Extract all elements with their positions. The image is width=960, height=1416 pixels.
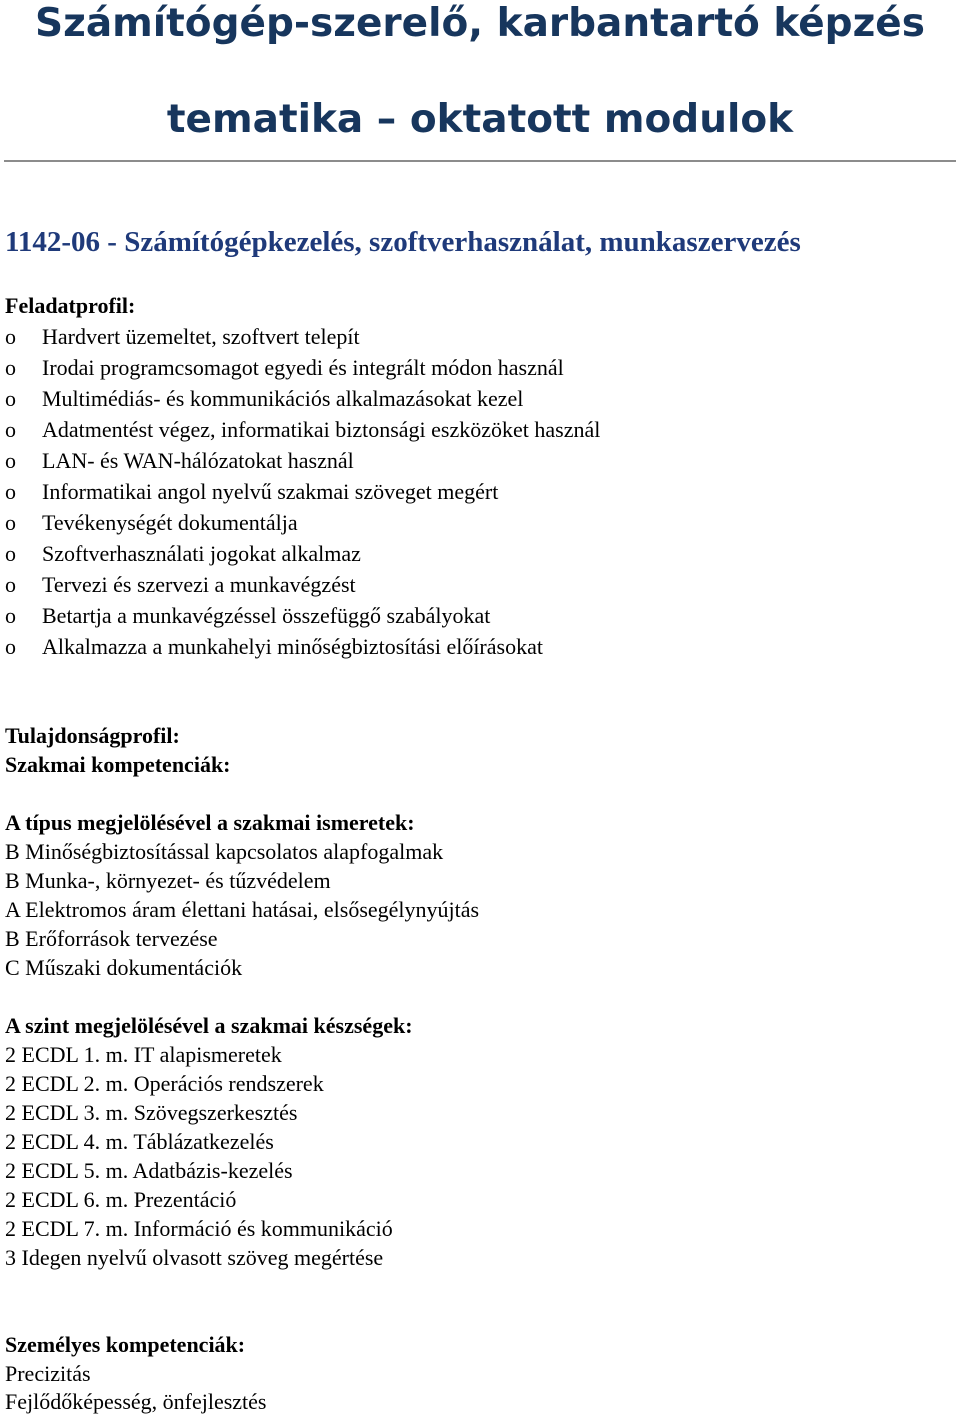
keszsegek-label: A szint megjelölésével a szakmai készségek: xyxy=(5,1013,413,1038)
list-item xyxy=(5,509,298,537)
bullet-marker: o xyxy=(5,541,16,566)
list-item: Fejlődőképesség, önfejlesztés xyxy=(5,1389,267,1414)
bullet-marker: o xyxy=(5,417,16,442)
list-item: 2 ECDL 1. m. IT alapismeretek xyxy=(5,1042,282,1067)
list-item: 2 ECDL 3. m. Szövegszerkesztés xyxy=(5,1100,298,1125)
list-item-text: Multimédiás- és kommunikációs alkalmazásokat kezel xyxy=(42,386,524,411)
list-item: 3 Idegen nyelvű olvasott szöveg megértése xyxy=(5,1245,384,1270)
list-item-text: Tevékenységét dokumentálja xyxy=(42,510,298,535)
list-item-text: Szoftverhasználati jogokat alkalmaz xyxy=(42,541,361,566)
bullet-marker: o xyxy=(5,324,16,349)
szemelyes-kompetenciak-label: Személyes kompetenciák: xyxy=(5,1332,246,1357)
list-item: B Munka-, környezet- és tűzvédelem xyxy=(5,868,331,893)
page-title-line-1: Számítógép-szerelő, karbantartó képzés xyxy=(35,1,925,46)
list-item xyxy=(5,354,564,382)
list-item: 2 ECDL 6. m. Prezentáció xyxy=(5,1187,237,1212)
bullet-marker: o xyxy=(5,603,16,628)
list-item-text: Tervezi és szervezi a munkavégzést xyxy=(42,572,356,597)
list-item xyxy=(5,416,600,444)
bullet-marker: o xyxy=(5,448,16,473)
list-item: 2 ECDL 7. m. Információ és kommunikáció xyxy=(5,1216,393,1241)
bullet-marker: o xyxy=(5,355,16,380)
list-item: B Erőforrások tervezése xyxy=(5,926,218,951)
list-item-text: Alkalmazza a munkahelyi minőségbiztosítási előírásokat xyxy=(42,634,543,659)
page-title-line-2: tematika – oktatott modulok xyxy=(166,97,794,142)
list-item xyxy=(5,323,360,351)
bullet-marker: o xyxy=(5,386,16,411)
bullet-marker: o xyxy=(5,634,16,659)
feladatprofil-label: Feladatprofil: xyxy=(5,293,136,318)
list-item: C Műszaki dokumentációk xyxy=(5,955,243,980)
list-item: B Minőségbiztosítással kapcsolatos alapfogalmak xyxy=(5,839,444,864)
bullet-marker: o xyxy=(5,572,16,597)
list-item: A Elektromos áram élettani hatásai, elsősegélynyújtás xyxy=(5,897,480,922)
list-item xyxy=(5,571,356,599)
list-item xyxy=(5,385,523,413)
list-item: 2 ECDL 2. m. Operációs rendszerek xyxy=(5,1071,324,1096)
szakmai-kompetenciak-label: Szakmai kompetenciák: xyxy=(5,752,231,777)
list-item xyxy=(5,540,361,568)
tulajdonsagprofil-label: Tulajdonságprofil: xyxy=(5,723,180,748)
list-item xyxy=(5,633,543,661)
list-item: Precizitás xyxy=(5,1361,91,1386)
list-item xyxy=(5,602,490,630)
bullet-marker: o xyxy=(5,510,16,535)
list-item: 2 ECDL 4. m. Táblázatkezelés xyxy=(5,1129,274,1154)
list-item xyxy=(5,447,354,475)
horizontal-divider xyxy=(4,160,956,162)
bullet-marker: o xyxy=(5,479,16,504)
list-item-text: Betartja a munkavégzéssel összefüggő szabályokat xyxy=(42,603,491,628)
list-item-text: Hardvert üzemeltet, szoftvert telepít xyxy=(42,324,360,349)
ismeretek-label: A típus megjelölésével a szakmai ismeretek: xyxy=(5,810,415,835)
list-item-text: Irodai programcsomagot egyedi és integrált módon használ xyxy=(42,355,564,380)
list-item-text: Informatikai angol nyelvű szakmai szöveget megért xyxy=(42,479,499,504)
list-item: 2 ECDL 5. m. Adatbázis-kezelés xyxy=(5,1158,293,1183)
module-heading: 1142-06 - Számítógépkezelés, szoftverhasználat, munkaszervezés xyxy=(5,226,801,258)
list-item-text: LAN- és WAN-hálózatokat használ xyxy=(42,448,354,473)
list-item xyxy=(5,478,498,506)
list-item-text: Adatmentést végez, informatikai biztonsági eszközöket használ xyxy=(42,417,601,442)
